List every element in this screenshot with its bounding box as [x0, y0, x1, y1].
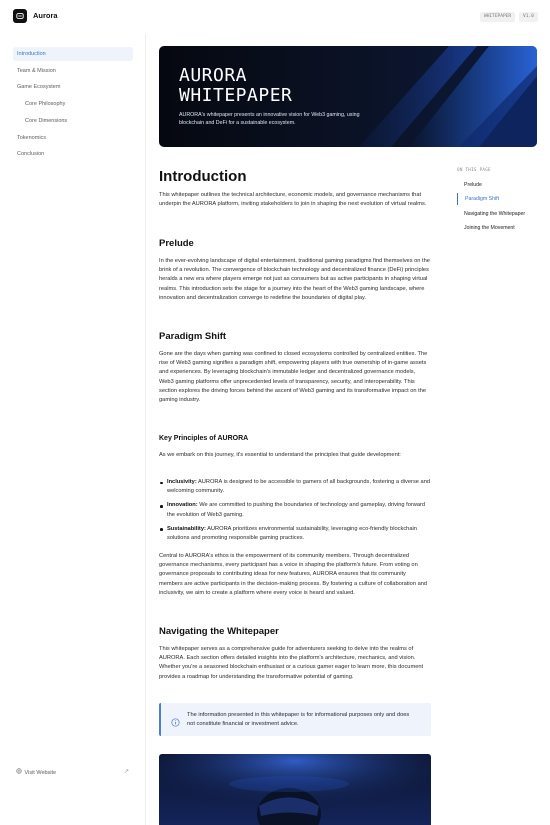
intro-paragraph: This whitepaper outlines the technical architecture, economic models, and governance mechanisms that underpin the AURORA platform, inviting stakeholders to join in shaping the next evolution of virtual realms.	[159, 192, 427, 208]
toc-title: ON THIS PAGE	[457, 167, 491, 172]
sidebar-item-introduction[interactable]: Introduction	[13, 47, 133, 61]
version-tag: V1.0	[519, 12, 538, 22]
whitepaper-tag: WHITEPAPER	[480, 12, 515, 22]
hero-description: AURORA's whitepaper presents an innovative vision for Web3 gaming, using blockchain and DeFi for a sustainable ecosystem.	[179, 112, 360, 126]
top-bar	[0, 0, 550, 34]
toc-item-navigating[interactable]: Navigating the Whitepaper	[464, 211, 526, 217]
paradigm-heading: Paradigm Shift	[159, 331, 227, 342]
principle-text: We are committed to pushing the boundaries of technology and gameplay, driving forward the evolution of Web3 gaming.	[167, 502, 426, 518]
vr-gamer-image	[159, 754, 431, 825]
navigating-paragraph: This whitepaper serves as a comprehensive guide for adventurers seeking to delve into the realms of AURORA. Each section offers detailed insights into the platform's architecture, mechanics, and vision. Whether you're a seasoned blockchain enthusiast or a curious gamer eager to learn more, this document provides a roadmap for understanding the transformative potential of gaming.	[159, 646, 424, 680]
globe-icon	[16, 768, 23, 776]
visit-website-link[interactable]	[16, 768, 56, 776]
toc-item-joining[interactable]: Joining the Movement	[464, 225, 515, 231]
hero-banner	[159, 46, 537, 147]
bullet-icon	[160, 505, 163, 508]
navigating-heading: Navigating the Whitepaper	[159, 626, 279, 637]
list-item	[159, 501, 431, 519]
toc-item-prelude[interactable]: Prelude	[464, 182, 482, 188]
external-link-icon[interactable]: ↗	[124, 769, 130, 775]
disclaimer-callout	[159, 703, 431, 736]
brand-name[interactable]: Aurora	[33, 11, 58, 20]
sidebar-item-team-mission[interactable]: Team & Mission	[17, 68, 56, 74]
principles-intro: As we embark on this journey, it's essential to understand the principles that guide development:	[159, 452, 401, 458]
list-item	[159, 478, 431, 496]
community-paragraph: Central to AURORA's ethos is the empowerment of its community members. Through decentralized governance mechanisms, every participant has a voice in shaping the platform's future. From voting on governance proposals to contributing ideas for new features, AURORA ensures that its community members are active participants in the decision-making process. By fostering a culture of collaboration and inclusivity, we aim to create a platform where every voice is heard and valued.	[159, 553, 428, 596]
page-title: Introduction	[159, 168, 247, 185]
hero-title-line2: WHITEPAPER	[179, 85, 293, 106]
logo-icon[interactable]	[13, 9, 27, 23]
principle-text: AURORA is designed to be accessible to gamers of all backgrounds, fostering a diverse and welcoming community.	[167, 479, 431, 495]
bullet-icon	[160, 528, 163, 531]
hero-title	[179, 66, 292, 106]
list-item	[159, 525, 431, 543]
principle-term: Innovation:	[167, 502, 198, 509]
principle-term: Sustainability:	[167, 525, 206, 532]
toc-item-paradigm-shift[interactable]: Paradigm Shift	[457, 193, 499, 205]
prelude-heading: Prelude	[159, 238, 194, 249]
paradigm-paragraph: Gone are the days when gaming was confined to closed ecosystems controlled by centralized entities. The rise of Web3 gaming signifies a paradigm shift, empowering players with true ownership of in-game assets and experiences. By leveraging blockchain's immutable ledger and decentralized governance models, Web3 gaming platforms offer unprecedented levels of transparency, security, and interoperability. This section explores the driving forces behind the ascent of Web3 gaming and its transformative impact on the gaming industry.	[159, 351, 428, 404]
sidebar-item-tokenomics[interactable]: Tokenomics	[17, 135, 47, 141]
sidebar-item-core-philosophy[interactable]: Core Philosophy	[25, 101, 66, 107]
principle-text: AURORA prioritizes environmental sustainability, leveraging eco-friendly blockchain solutions and promoting responsible gaming practices.	[167, 525, 417, 542]
prelude-paragraph: In the ever-evolving landscape of digital entertainment, traditional gaming paradigms find themselves on the brink of a revolution. The convergence of blockchain technology and decentralized finance (DeFi) principles heralds a new era where players emerge not just as consumers but as active participants in shaping virtual realms. This introduction sets the stage for a journey into the heart of the Web3 gaming landscape, where innovation and decentralization converge to redefine the boundaries of digital play.	[159, 258, 430, 301]
principle-term: Inclusivity:	[167, 479, 197, 485]
sidebar-item-core-dimensions[interactable]: Core Dimensions	[25, 118, 68, 124]
visit-website-label: Visit Website	[24, 770, 57, 776]
sidebar-item-game-ecosystem[interactable]: Game Ecosystem	[17, 84, 61, 90]
bullet-icon	[160, 482, 163, 485]
sidebar-item-conclusion[interactable]: Conclusion	[17, 151, 45, 157]
sidebar	[0, 34, 146, 825]
principles-list	[159, 478, 431, 548]
disclaimer-text: The information presented in this whitepaper is for informational purposes only and does not constitute financial or investment advice.	[187, 712, 410, 728]
principles-heading: Key Principles of AURORA	[159, 435, 249, 442]
hero-title-line1: AURORA	[179, 65, 248, 86]
info-icon	[171, 714, 180, 732]
